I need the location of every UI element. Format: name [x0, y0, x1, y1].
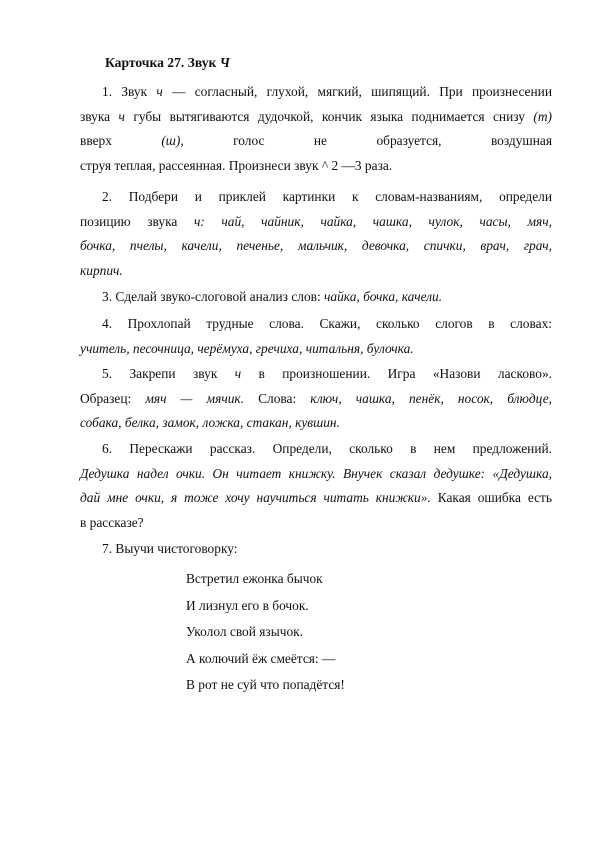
poem-line: В рот не суй что попадётся! [186, 677, 345, 692]
task-5-line-3: собака, белка, замок, ложка, стакан, кувшин. [80, 415, 340, 430]
poem-line: Встретил ежонка бычок [186, 571, 323, 586]
task-5 [80, 362, 552, 436]
task-3 [80, 285, 552, 310]
task-6-line-3: дай мне очки, я тоже хочу научиться читать книжки». Какая ошибка есть [80, 490, 553, 505]
task-3-line-1: 3. Сделай звуко-слоговой анализ слов: чайка, бочка, качели. [102, 289, 443, 304]
task-4-line-1: 4. Прохлопай трудные слова. Скажи, сколько слогов в словах: [102, 316, 552, 331]
poem-line: А колючий ёж смеётся: — [186, 650, 336, 666]
task-2 [80, 185, 552, 283]
task-1-line-4: струя теплая, рассеянная. Произнеси звук ^ 2 —3 раза. [80, 157, 393, 173]
task-2-line-2: позицию звука ч: чай, чайник, чайка, чашка, чулок, часы, мяч, [80, 213, 552, 229]
title-letter: Ч [219, 55, 230, 70]
task-5-line-2: Образец: мяч — мячик. Слова: ключ, чашка, пенёк, носок, блюдце, [80, 390, 552, 406]
poem-line: И лизнул его в бочок. [186, 597, 309, 613]
task-6-line-4: в рассказе? [80, 514, 144, 530]
task-1-line-3: вверх (ш), голос не образуется, воздушная [80, 133, 553, 148]
task-6-line-1: 6. Перескажи рассказ. Определи, сколько в нем предложений. [102, 441, 552, 456]
task-6 [80, 437, 552, 535]
task-2-line-4: кирпич. [80, 262, 123, 278]
task-1-line-2: звука ч губы вытягиваются дудочкой, кончик языка поднимается снизу (т) [80, 108, 552, 124]
task-5-line-1: 5. Закрепи звук ч в произношении. Игра «Назови ласково». [102, 366, 552, 381]
card-title: Карточка 27. Звук Ч [105, 55, 230, 70]
task-2-line-1: 2. Подбери и приклей картинки к словам-названиям, определи [102, 189, 552, 204]
task-7-label: 7. Выучи чистоговорку: [102, 541, 238, 556]
task-1-line-1: 1. Звук ч — согласный, глухой, мягкий, шипящий. При произнесении [102, 84, 552, 99]
task-2-line-3: бочка, пчелы, качели, печенье, мальчик, девочка, спички, врач, грач, [80, 238, 552, 253]
task-4-line-2: учитель, песочница, черёмуха, гречиха, читальня, булочка. [80, 340, 414, 356]
task-4 [80, 312, 552, 361]
tongue-twister-poem [186, 566, 345, 699]
task-6-line-2: Дедушка надел очки. Он читает книжку. Внучек сказал дедушке: «Дедушка, [80, 465, 552, 481]
poem-line: Уколол свой язычок. [186, 624, 303, 639]
task-1 [80, 80, 552, 178]
